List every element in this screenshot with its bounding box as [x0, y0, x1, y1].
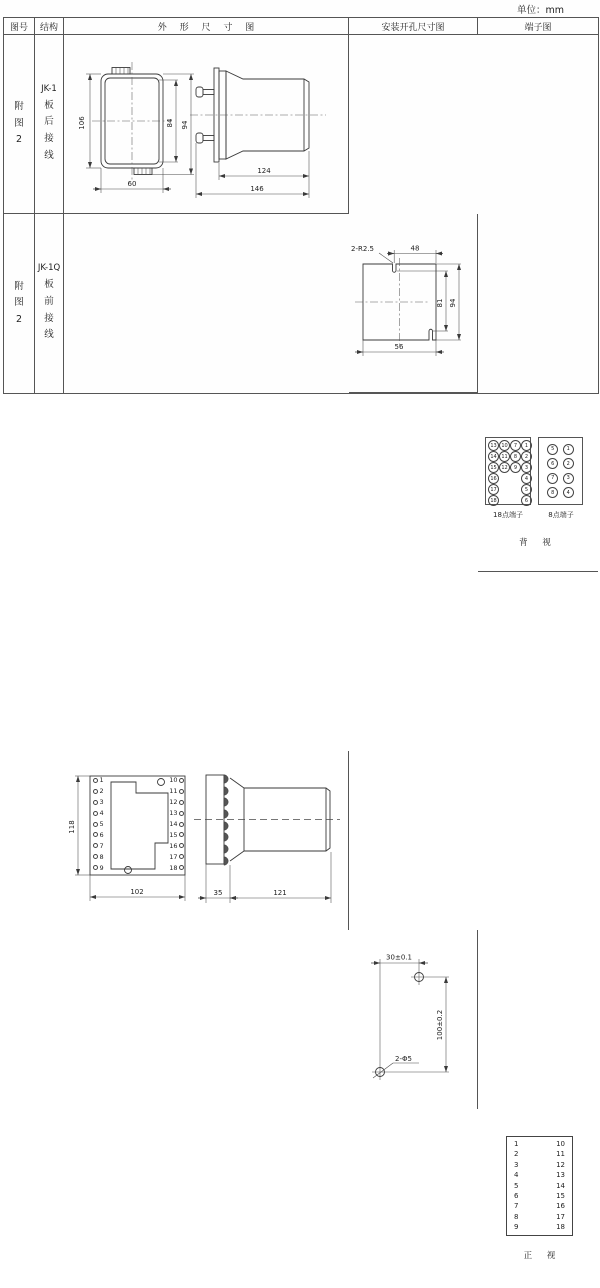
- row1-structure-cell: [35, 35, 64, 214]
- dim-label-146: 146: [250, 185, 264, 193]
- terminal-number: 1: [514, 1140, 519, 1148]
- jk1-stud-top: [196, 87, 203, 97]
- terminal-pin: 2: [521, 451, 532, 462]
- terminal-pin: 3: [521, 462, 532, 473]
- terminal-number: 6: [514, 1191, 519, 1200]
- jk1-mounting-drawing: [349, 214, 478, 393]
- header-figure: 图号: [4, 18, 35, 35]
- terminal-strip-box: [506, 1136, 573, 1236]
- terminal-number: 3: [93, 799, 108, 806]
- terminal-18pt-box: [485, 437, 531, 505]
- dim-label-94b: 94: [449, 298, 457, 308]
- terminal-number: 10: [169, 777, 184, 784]
- terminal-pin: 1: [563, 444, 574, 455]
- terminal-number: 2: [93, 788, 108, 795]
- terminal-number: 6: [93, 832, 108, 839]
- terminal-number: 4: [93, 810, 108, 817]
- mounting-hole-top: [158, 779, 165, 786]
- terminal-number: 13: [169, 810, 184, 817]
- dim-label-121: 121: [273, 889, 287, 897]
- slot-note-label: 2-R2.5: [351, 245, 374, 253]
- jk1-stud-bottom: [196, 133, 203, 143]
- jk1-bottom-terminal-block: [134, 168, 152, 175]
- row1-mounting-cell: [349, 214, 478, 393]
- row2-terminal-cell: [478, 1109, 598, 1288]
- dim-label-30: 30±0.1: [386, 953, 412, 962]
- terminal-number: 7: [514, 1202, 519, 1211]
- terminal-number: 18: [169, 865, 184, 872]
- dim-label-106: 106: [78, 116, 86, 130]
- terminal-pin: 9: [510, 462, 521, 473]
- row2-figure-cell: [4, 214, 35, 393]
- terminal-pin: 10: [499, 440, 510, 451]
- label-18pt: 18点端子: [493, 511, 523, 519]
- hole-note-label: 2-Φ5: [395, 1055, 412, 1063]
- dim-label-102: 102: [130, 888, 144, 896]
- terminal-number: 14: [169, 821, 184, 828]
- jk1q-mounting-drawing: [349, 930, 478, 1109]
- unit-label: 单位：mm: [516, 5, 564, 16]
- dim-label-81: 81: [436, 298, 444, 308]
- terminal-number: 3: [514, 1160, 519, 1169]
- terminal-right-column: [556, 1141, 565, 1231]
- dim-label-48: 48: [410, 244, 420, 253]
- terminal-number: 10: [556, 1140, 565, 1148]
- terminal-pin: 2: [563, 458, 574, 469]
- terminal-pin: 6: [547, 458, 558, 469]
- terminal-number: 9: [514, 1223, 519, 1231]
- terminal-number: 8: [514, 1212, 519, 1221]
- terminal-pin: 3: [563, 473, 574, 484]
- row1-outline-cell: [64, 35, 349, 214]
- terminal-number: 16: [556, 1202, 565, 1211]
- dim-label-60: 60: [127, 180, 137, 188]
- header-structure: 结构: [35, 18, 64, 35]
- spec-table: [3, 17, 599, 1261]
- terminal-number: 9: [93, 865, 108, 872]
- terminal-pin: 5: [547, 444, 558, 455]
- terminal-pin: 15: [488, 462, 499, 473]
- jk1-top-terminal-block: [112, 68, 130, 75]
- label-front-view: 正 视: [523, 1251, 562, 1261]
- terminal-number: 5: [514, 1181, 519, 1190]
- terminal-pin: 14: [488, 451, 499, 462]
- terminal-number: 15: [556, 1191, 565, 1200]
- row2-model-label: JK-1Q: [37, 263, 61, 274]
- terminal-pin: 1: [521, 440, 532, 451]
- front-left-terminals: [93, 777, 108, 871]
- terminal-pin: 13: [488, 440, 499, 451]
- label-rear-view: 背 视: [519, 538, 557, 548]
- terminal-pin: 18: [488, 495, 499, 506]
- terminal-number: 12: [556, 1160, 565, 1169]
- terminal-pin: 4: [521, 473, 532, 484]
- terminal-number: 11: [169, 788, 184, 795]
- terminal-number: 5: [93, 821, 108, 828]
- header-terminal: 端子图: [478, 18, 598, 35]
- terminal-number: 14: [556, 1181, 565, 1190]
- terminal-number: 7: [93, 843, 108, 850]
- terminal-number: 13: [556, 1171, 565, 1180]
- row2-wiring-label: 板前接线: [44, 279, 54, 341]
- row1-figure-label: 附图2: [14, 101, 24, 146]
- jk1-outline-drawing: [64, 35, 349, 214]
- terminal-number: 15: [169, 832, 184, 839]
- terminal-pin: 8: [547, 487, 558, 498]
- terminal-number: 17: [169, 854, 184, 861]
- row1-model-label: JK-1: [41, 83, 57, 94]
- dim-label-118: 118: [68, 820, 76, 834]
- dim-label-56: 56: [394, 343, 404, 351]
- terminal-pin: 6: [521, 495, 532, 506]
- row2-figure-label: 附图2: [14, 280, 24, 325]
- terminal-number: 11: [556, 1150, 565, 1159]
- terminal-number: 4: [514, 1171, 519, 1180]
- dim-label-124: 124: [257, 167, 271, 175]
- terminal-number: 1: [93, 777, 108, 784]
- label-8pt: 8点端子: [548, 511, 574, 519]
- terminal-number: 2: [514, 1150, 519, 1159]
- row2-outline-cell: [64, 751, 349, 930]
- terminal-pin: 5: [521, 484, 532, 495]
- row2-structure-cell: [35, 214, 64, 393]
- terminal-left-column: [514, 1141, 518, 1231]
- terminal-pin: 7: [547, 473, 558, 484]
- row1-terminal-cell: [478, 393, 598, 572]
- row1-figure-cell: [4, 35, 35, 214]
- dim-label-35: 35: [213, 889, 223, 897]
- terminal-8pt-box: [538, 437, 583, 505]
- header-mounting: 安装开孔尺寸图: [349, 18, 478, 35]
- row1-wiring-label: 板后接线: [44, 99, 54, 161]
- terminal-number: 12: [169, 799, 184, 806]
- terminal-pin: 16: [488, 473, 499, 484]
- jk1q-step-cutout: [111, 782, 168, 869]
- terminal-number: 8: [93, 854, 108, 861]
- terminal-pin: 7: [510, 440, 521, 451]
- header-outline: 外 形 尺 寸 图: [64, 18, 349, 35]
- terminal-number: 16: [169, 843, 184, 850]
- terminal-pin: 8: [510, 451, 521, 462]
- terminal-pin: 4: [563, 487, 574, 498]
- terminal-number: 18: [556, 1223, 565, 1231]
- dim-label-100: 100±0.2: [436, 1009, 444, 1041]
- row2-mounting-cell: [349, 930, 478, 1109]
- terminal-pin: 17: [488, 484, 499, 495]
- front-right-terminals: [168, 777, 184, 871]
- dim-label-94: 94: [181, 120, 189, 130]
- terminal-pin: 11: [499, 451, 510, 462]
- terminal-pin: 12: [499, 462, 510, 473]
- dim-label-84: 84: [166, 118, 174, 128]
- mounting-hole-bottom: [125, 867, 132, 874]
- terminal-number: 17: [556, 1212, 565, 1221]
